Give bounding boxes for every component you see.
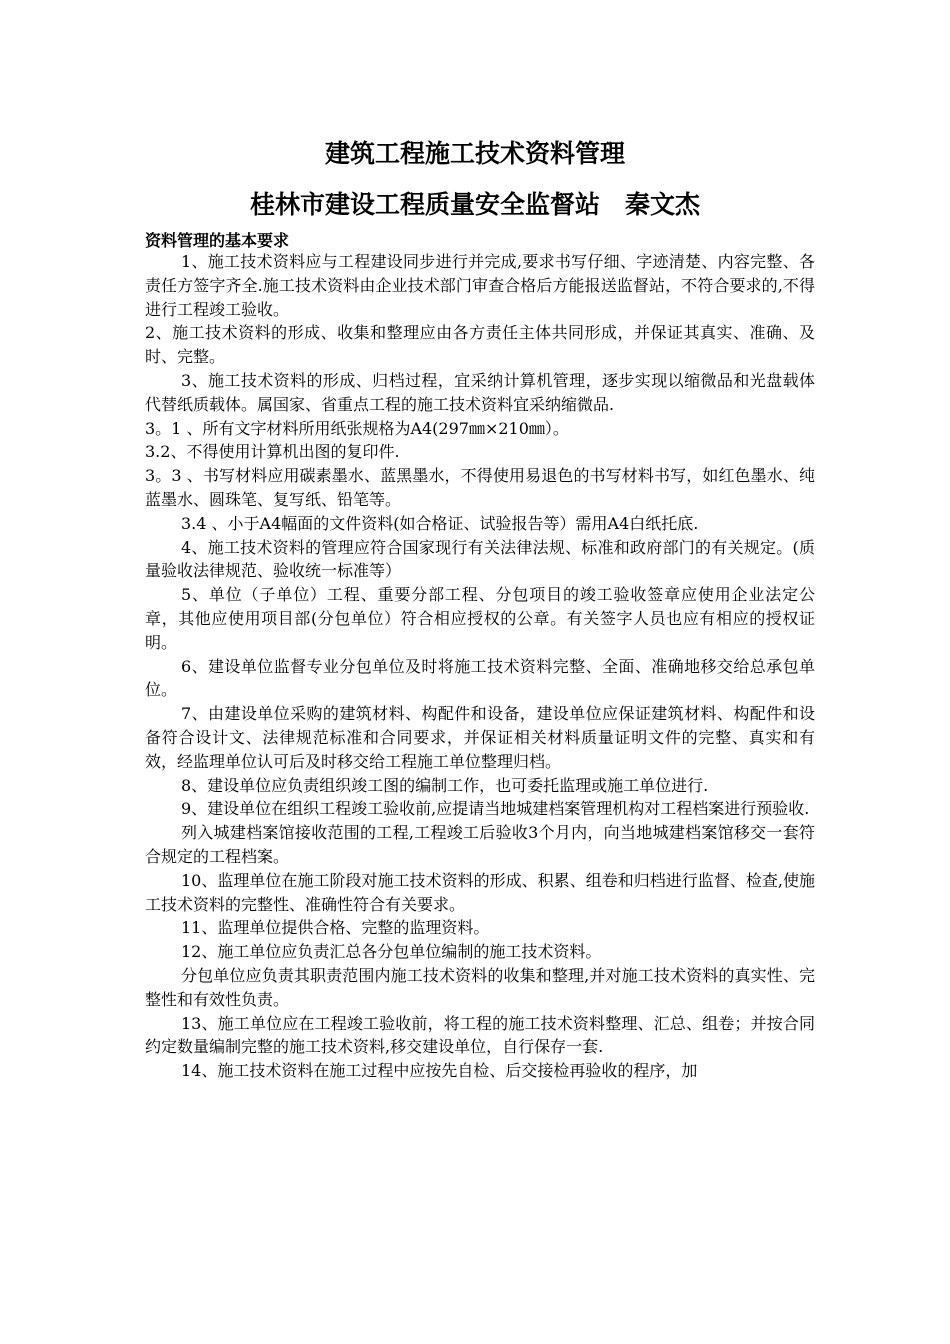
paragraph: 1、施工技术资料应与工程建设同步进行并完成,要求书写仔细、字迹清楚、内容完整、各责任方签字齐全.施工技术资料由企业技术部门审查合格后方能报送监督站，不符合要求的,不得进行工程竣工验收。 xyxy=(145,252,815,319)
paragraph: 3、施工技术资料的形成、归档过程，宜采纳计算机管理，逐步实现以缩微品和光盘载体代替纸质载体。属国家、省重点工程的施工技术资料宜采纳缩微品. xyxy=(145,370,815,414)
paragraph: 8、建设单位应负责组织竣工图的编制工作，也可委托监理或施工单位进行. xyxy=(181,775,709,795)
paragraph: 3.2、不得使用计算机出图的复印件. xyxy=(145,442,400,462)
paragraph: 11、监理单位提供合格、完整的监理资料。 xyxy=(181,918,490,938)
paragraph: 分包单位应负责其职责范围内施工技术资料的收集和整理,并对施工技术资料的真实性、完整性和有效性负责。 xyxy=(145,965,815,1009)
paragraph: 5、单位（子单位）工程、重要分部工程、分包项目的竣工验收签章应使用企业法定公章，其他应使用项目部(分包单位）符合相应授权的公章。有关签字人员也应有相应的授权证明。 xyxy=(145,585,815,652)
paragraph: 2、施工技术资料的形成、收集和整理应由各方责任主体共同形成，并保证其真实、准确、及时、完整。 xyxy=(145,323,815,367)
paragraph: 14、施工技术资料在施工过程中应按先自检、后交接检再验收的程序，加 xyxy=(181,1061,698,1081)
paragraph: 6、建设单位监督专业分包单位及时将施工技术资料完整、全面、准确地移交给总承包单位。 xyxy=(145,656,815,700)
section-heading: 资料管理的基本要求 xyxy=(145,231,290,250)
document-subtitle: 桂林市建设工程质量安全监督站 秦文杰 xyxy=(249,190,700,219)
document-body xyxy=(145,250,815,1083)
paragraph: 3。3 、书写材料应用碳素墨水、蓝黑墨水，不得使用易退色的书写材料书写，如红色墨水、纯蓝墨水、圆珠笔、复写纸、铅笔等。 xyxy=(145,466,815,509)
paragraph: 9、建设单位在组织工程竣工验收前,应提请当地城建档案管理机构对工程档案进行预验收. xyxy=(181,799,810,819)
document-title: 建筑工程施工技术资料管理 xyxy=(324,139,625,168)
paragraph: 7、由建设单位采购的建筑材料、构配件和设备，建设单位应保证建筑材料、构配件和设备符合设计文、法律规范标准和合同要求，并保证相关材料质量证明文件的完整、真实和有效，经监理单位认可后及时移交给工程施工单位整理归档。 xyxy=(145,704,815,771)
paragraph: 12、施工单位应负责汇总各分包单位编制的施工技术资料。 xyxy=(181,942,602,962)
paragraph: 13、施工单位应在工程竣工验收前，将工程的施工技术资料整理、汇总、组卷；并按合同约定数量编制完整的施工技术资料,移交建设单位，自行保存一套. xyxy=(145,1013,815,1057)
paragraph: 4、施工技术资料的管理应符合国家现行有关法律法规、标准和政府部门的有关规定。(质量验收法律规范、验收统一标准等） xyxy=(145,537,815,581)
paragraph: 列入城建档案馆接收范围的工程,工程竣工后验收3个月内，向当地城建档案馆移交一套符合规定的工程档案。 xyxy=(145,823,815,866)
paragraph: 3.4 、小于A4幅面的文件资料(如合格证、试验报告等）需用A4白纸托底. xyxy=(181,513,699,533)
paragraph: 3。1 、所有文字材料所用纸张规格为A4(297㎜×210㎜）。 xyxy=(145,418,569,438)
paragraph: 10、监理单位在施工阶段对施工技术资料的形成、积累、组卷和归档进行监督、检查,使施工技术资料的完整性、准确性符合有关要求。 xyxy=(145,870,815,914)
